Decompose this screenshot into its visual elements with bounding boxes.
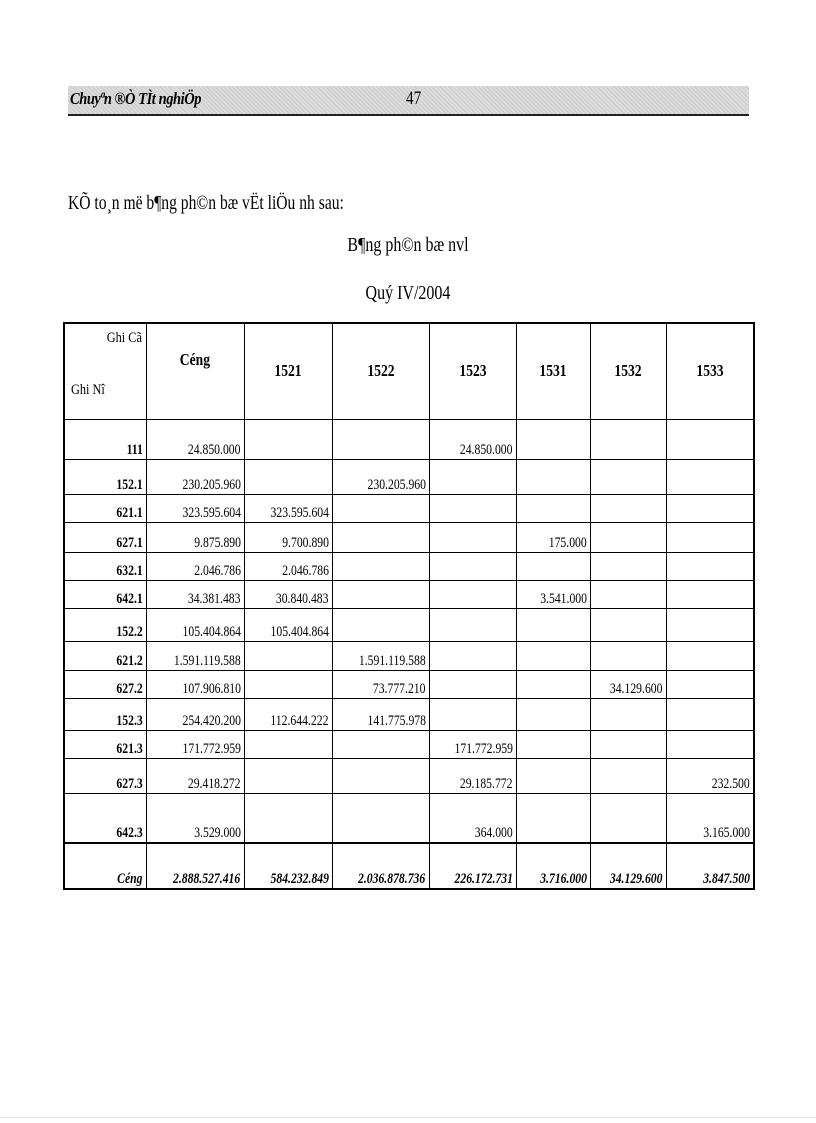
- table-cell: 171.772.959: [146, 730, 244, 758]
- table-cell: [332, 552, 429, 580]
- table-cell: [590, 698, 666, 730]
- table-cell: [429, 459, 516, 494]
- table-cell: 112.644.222: [244, 698, 332, 730]
- table-cell: 1.591.119.588: [332, 641, 429, 670]
- table-cell: [332, 730, 429, 758]
- table-cell: 24.850.000: [146, 419, 244, 459]
- column-header: Céng: [146, 323, 244, 419]
- table-row: [64, 608, 754, 641]
- row-account-label: 152.2: [64, 608, 146, 641]
- table-cell: [429, 608, 516, 641]
- table-cell: 175.000: [516, 522, 590, 552]
- row-account-label: 627.1: [64, 522, 146, 552]
- table-cell: [429, 494, 516, 522]
- page-number: 47: [406, 88, 422, 109]
- row-account-label: 621.3: [64, 730, 146, 758]
- table-cell: 107.906.810: [146, 670, 244, 698]
- column-header: 1532: [590, 323, 666, 419]
- allocation-table: [63, 322, 755, 890]
- total-cell: 3.847.500: [666, 843, 754, 889]
- table-cell: [244, 793, 332, 843]
- total-cell: 34.129.600: [590, 843, 666, 889]
- table-cell: 2.046.786: [146, 552, 244, 580]
- table-cell: 3.165.000: [666, 793, 754, 843]
- table-cell: 230.205.960: [146, 459, 244, 494]
- table-cell: [429, 580, 516, 608]
- table-cell: [332, 522, 429, 552]
- row-account-label: 627.3: [64, 758, 146, 793]
- table-cell: [666, 522, 754, 552]
- table-cell: 29.418.272: [146, 758, 244, 793]
- table-cell: 323.595.604: [244, 494, 332, 522]
- table-cell: [590, 522, 666, 552]
- table-cell: [590, 758, 666, 793]
- table-cell: [666, 730, 754, 758]
- table-cell: [332, 793, 429, 843]
- total-row: [64, 843, 754, 889]
- table-cell: [332, 494, 429, 522]
- table-subtitle: Quý IV/2004: [365, 282, 451, 304]
- total-cell: 226.172.731: [429, 843, 516, 889]
- table-cell: [590, 793, 666, 843]
- row-account-label: 642.1: [64, 580, 146, 608]
- table-cell: [666, 580, 754, 608]
- table-cell: [516, 608, 590, 641]
- table-cell: [666, 459, 754, 494]
- table-cell: [666, 641, 754, 670]
- table-row: [64, 698, 754, 730]
- table-cell: 1.591.119.588: [146, 641, 244, 670]
- table-cell: [666, 552, 754, 580]
- table-cell: [516, 670, 590, 698]
- table-cell: 323.595.604: [146, 494, 244, 522]
- table-cell: 30.840.483: [244, 580, 332, 608]
- table-cell: [516, 419, 590, 459]
- table-cell: [590, 580, 666, 608]
- table-cell: [332, 758, 429, 793]
- table-row: [64, 494, 754, 522]
- column-header: 1531: [516, 323, 590, 419]
- row-account-label: 152.3: [64, 698, 146, 730]
- table-cell: [332, 580, 429, 608]
- row-account-label: 621.1: [64, 494, 146, 522]
- total-label: Céng: [64, 843, 146, 889]
- corner-credit-label: Ghi Cã: [106, 330, 142, 346]
- column-header: 1521: [244, 323, 332, 419]
- table-cell: [244, 419, 332, 459]
- table-cell: [516, 698, 590, 730]
- table-cell: 9.700.890: [244, 522, 332, 552]
- total-cell: 584.232.849: [244, 843, 332, 889]
- table-row: [64, 670, 754, 698]
- table-cell: 24.850.000: [429, 419, 516, 459]
- column-header: 1523: [429, 323, 516, 419]
- table-cell: [590, 608, 666, 641]
- column-header: 1522: [332, 323, 429, 419]
- total-cell: 2.888.527.416: [146, 843, 244, 889]
- table-cell: [332, 419, 429, 459]
- total-cell: 2.036.878.736: [332, 843, 429, 889]
- table-cell: [666, 698, 754, 730]
- footer-divider: [0, 1117, 816, 1118]
- row-account-label: 152.1: [64, 459, 146, 494]
- table-cell: [516, 793, 590, 843]
- table-cell: [516, 552, 590, 580]
- table-cell: 9.875.890: [146, 522, 244, 552]
- table-cell: 105.404.864: [244, 608, 332, 641]
- table-cell: 230.205.960: [332, 459, 429, 494]
- table-cell: [666, 608, 754, 641]
- table-cell: [590, 494, 666, 522]
- table-cell: [666, 494, 754, 522]
- table-cell: 364.000: [429, 793, 516, 843]
- row-account-label: 642.3: [64, 793, 146, 843]
- table-cell: 2.046.786: [244, 552, 332, 580]
- table-row: [64, 580, 754, 608]
- table-cell: [666, 670, 754, 698]
- intro-text: KÕ to¸n më b¶ng ph©n bæ vËt liÖu nh sau:: [68, 192, 344, 214]
- table-row: [64, 641, 754, 670]
- table-cell: [429, 698, 516, 730]
- table-cell: 3.541.000: [516, 580, 590, 608]
- table-cell: [590, 419, 666, 459]
- table-cell: 105.404.864: [146, 608, 244, 641]
- page-header: [68, 86, 749, 116]
- table-cell: [429, 552, 516, 580]
- table-cell: [666, 419, 754, 459]
- table-cell: 141.775.978: [332, 698, 429, 730]
- table-cell: [244, 670, 332, 698]
- table-cell: 254.420.200: [146, 698, 244, 730]
- table-cell: [332, 608, 429, 641]
- table-header-row: [64, 323, 754, 419]
- row-account-label: 632.1: [64, 552, 146, 580]
- column-header: 1533: [666, 323, 754, 419]
- table-cell: [429, 522, 516, 552]
- table-cell: [516, 758, 590, 793]
- table-row: [64, 758, 754, 793]
- table-row: [64, 522, 754, 552]
- row-account-label: 621.2: [64, 641, 146, 670]
- table-cell: [590, 459, 666, 494]
- table-cell: [590, 730, 666, 758]
- table-row: [64, 552, 754, 580]
- table-cell: [244, 459, 332, 494]
- table-cell: 73.777.210: [332, 670, 429, 698]
- table-cell: [590, 552, 666, 580]
- table-row: [64, 459, 754, 494]
- table-cell: [516, 730, 590, 758]
- total-cell: 3.716.000: [516, 843, 590, 889]
- table-cell: [516, 459, 590, 494]
- header-corner: [64, 323, 146, 419]
- table-cell: 232.500: [666, 758, 754, 793]
- table-cell: [590, 641, 666, 670]
- table-cell: [244, 730, 332, 758]
- table-cell: [244, 641, 332, 670]
- table-cell: [516, 641, 590, 670]
- row-account-label: 111: [64, 419, 146, 459]
- table-cell: 171.772.959: [429, 730, 516, 758]
- table-cell: [516, 494, 590, 522]
- table-cell: 29.185.772: [429, 758, 516, 793]
- table-cell: [429, 641, 516, 670]
- table-title: B¶ng ph©n bæ nvl: [347, 234, 469, 256]
- row-account-label: 627.2: [64, 670, 146, 698]
- table-row: [64, 793, 754, 843]
- table-cell: [429, 670, 516, 698]
- table-row: [64, 419, 754, 459]
- header-title: Chuyªn ®Ò TÌt nghiÖp: [70, 89, 202, 108]
- table-cell: 3.529.000: [146, 793, 244, 843]
- table-cell: 34.381.483: [146, 580, 244, 608]
- table-row: [64, 730, 754, 758]
- table-cell: 34.129.600: [590, 670, 666, 698]
- corner-debit-label: Ghi Nî: [71, 382, 105, 398]
- table-cell: [244, 758, 332, 793]
